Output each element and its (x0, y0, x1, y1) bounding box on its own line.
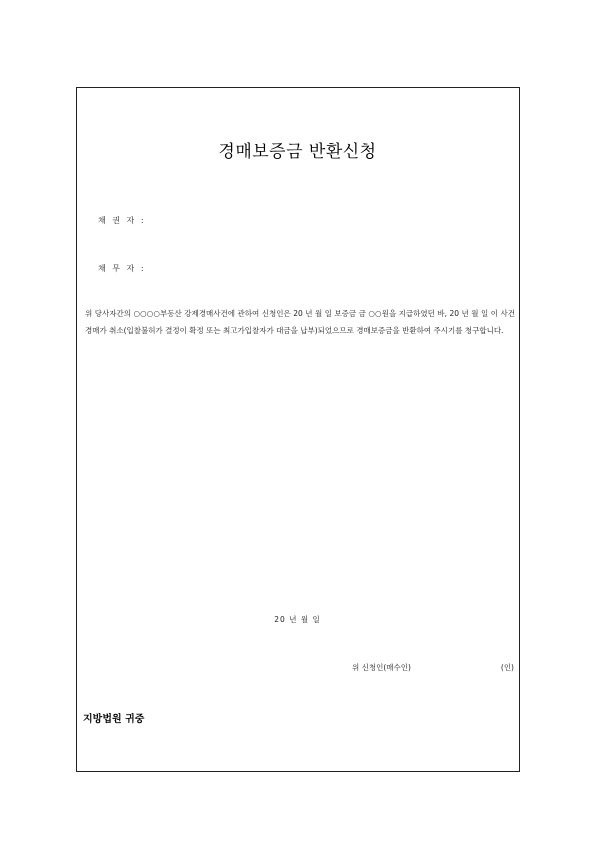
court-addressee: 지방법원 귀중 (83, 714, 145, 725)
application-body: 위 당사자간의 ○○○○부동산 강제경매사건에 관하여 신청인은 20 년 월 일 보증금 금 ○○원을 지급하였던 바, 20 년 월 일 이 사건 경매가 취소(입찰불허가 결정이 확정 또는 최고가입찰자가 대금을 납부)되었으므로 경매보증금을 반환하여 주시기를 청구합니다. (85, 309, 515, 335)
creditor-label: 채 권 자 : (98, 216, 146, 225)
debtor-label: 채 무 자 : (98, 264, 146, 273)
date-line: 20 년 월 일 (274, 615, 321, 624)
applicant-label: 위 신청인(매수인) (352, 663, 411, 672)
seal-mark: (인) (500, 663, 514, 672)
applicant-signature-line (352, 662, 514, 673)
document-title: 경매보증금 반환신청 (218, 142, 377, 162)
